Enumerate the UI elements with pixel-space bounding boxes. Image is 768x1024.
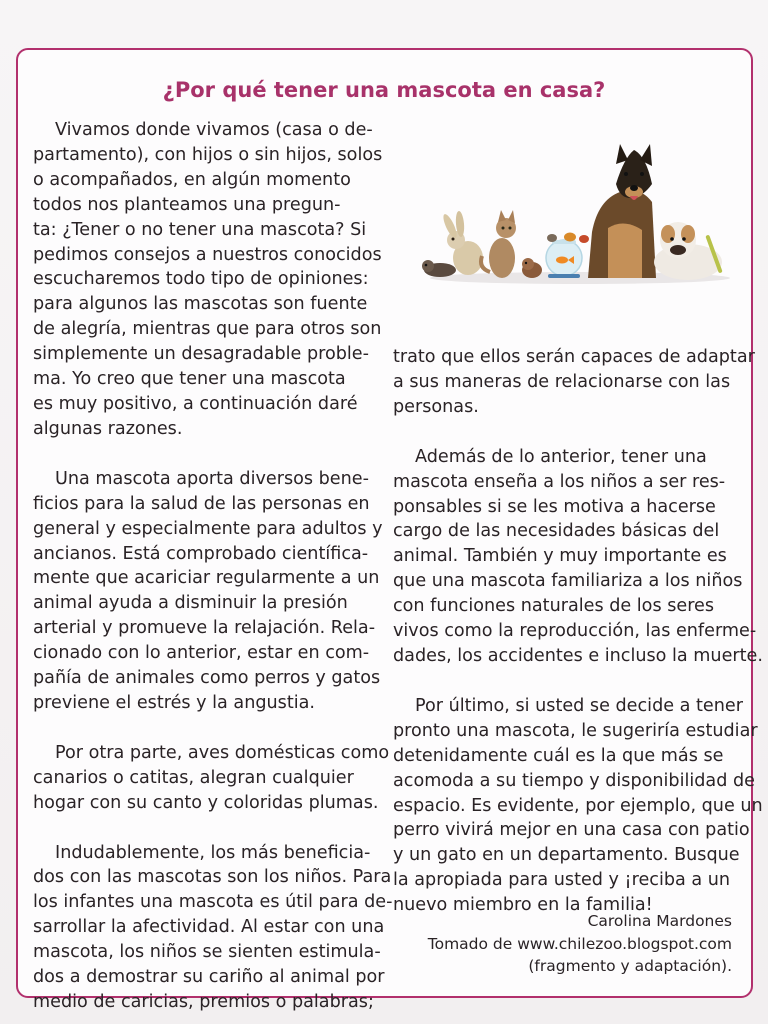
text-line: cionado con lo anterior, estar en com- [33, 643, 370, 664]
text-line: ficios para la salud de las personas en [33, 493, 370, 514]
text-line: para algunos las mascotas son fuente [33, 294, 368, 315]
paragraph [33, 741, 390, 816]
text-line: espacio. Es evidente, por ejemplo, que un [393, 795, 763, 816]
text-line: pronto una mascota, le sugeriría estudiar [393, 720, 758, 741]
text-line: ancianos. Está comprobado científica- [33, 543, 369, 564]
article-title: ¿Por qué tener una mascota en casa? [162, 78, 606, 102]
text-line: pañía de animales como perros y gatos [33, 668, 381, 689]
text-line: pedimos consejos a nuestros conocidos [33, 244, 382, 265]
text-line: ponsables si se les motiva a hacerse [393, 496, 716, 517]
text-line: y un gato en un departamento. Busque [393, 845, 740, 866]
text-line: todos nos planteamos una pregun- [33, 194, 341, 215]
text-line: con funciones naturales de los seres [393, 596, 715, 617]
text-line: vivos como la reproducción, las enferme- [393, 621, 757, 642]
text-line: personas. [393, 396, 479, 417]
german-shepherd-icon [588, 144, 656, 278]
ferret-icon [422, 260, 456, 277]
text-line: dos a demostrar su cariño al animal por [33, 967, 385, 988]
text-line: o acompañados, en algún momento [33, 169, 351, 190]
paragraph [393, 345, 755, 420]
text-line: a sus maneras de relacionarse con las [393, 371, 731, 392]
text-line: es muy positivo, a continuación daré [33, 393, 358, 414]
text-line: Una mascota aporta diversos bene- [55, 468, 369, 489]
text-line: medio de caricias, premios o palabras; [33, 992, 374, 1012]
text-line: simplemente un desagradable proble- [33, 344, 369, 365]
text-line: acomoda a su tiempo y disponibilidad de [393, 770, 755, 791]
paragraph [33, 841, 393, 1015]
paragraph-gap [393, 669, 738, 694]
text-line: algunas razones. [33, 418, 183, 439]
hamster-icon [522, 258, 542, 278]
text-line: que una mascota familiariza a los niños [393, 571, 743, 592]
text-line: perro vivirá mejor en una casa con patio [393, 820, 750, 841]
text-line: mascota enseña a los niños a ser res- [393, 471, 726, 492]
pets-group-image [420, 140, 730, 290]
paragraph [393, 694, 763, 918]
paragraph [33, 467, 383, 716]
text-line: sarrollar la afectividad. Al estar con una [33, 917, 385, 938]
text-line: general y especialmente para adultos y [33, 518, 383, 539]
text-line: ta: ¿Tener o no tener una mascota? Si [33, 219, 367, 240]
text-line: Indudablemente, los más beneficia- [55, 842, 371, 863]
paragraph-gap [33, 816, 378, 841]
right-column [393, 345, 763, 918]
cat-icon [481, 210, 516, 278]
source-text: Tomado de www.chilezoo.blogspot.com [427, 934, 732, 953]
text-line: mente que acariciar regularmente a un [33, 568, 380, 589]
adaptation-note: (fragmento y adaptación). [528, 957, 732, 975]
text-line: animal ayuda a disminuir la presión [33, 593, 348, 614]
text-line: partamento), con hijos o sin hijos, solos [33, 144, 383, 165]
text-line: previene el estrés y la angustia. [33, 692, 315, 713]
left-column [33, 118, 393, 1015]
text-line: la apropiada para usted y ¡reciba a un [393, 870, 731, 891]
author-name: Carolina Mardones [587, 912, 732, 930]
text-line: de alegría, mientras que para otros son [33, 319, 382, 340]
text-line: canarios o catitas, alegran cualquier [33, 767, 354, 788]
paragraph-gap [33, 442, 378, 467]
text-line: nuevo miembro en la familia! [393, 895, 653, 916]
text-line: ma. Yo creo que tener una mascota [33, 369, 346, 390]
text-line: detenidamente cuál es la que más se [393, 745, 724, 766]
text-line: los infantes una mascota es útil para de- [33, 892, 393, 913]
text-line: cargo de las necesidades básicas del [393, 521, 720, 542]
paragraph-gap [393, 420, 738, 445]
text-line: hogar con su canto y coloridas plumas. [33, 792, 379, 813]
text-line: Por último, si usted se decide a tener [415, 695, 743, 716]
text-line: escucharemos todo tipo de opiniones: [33, 269, 369, 290]
text-line: Además de lo anterior, tener una [415, 446, 707, 467]
text-line: Por otra parte, aves domésticas como [55, 742, 390, 763]
paragraph-gap [33, 716, 378, 741]
text-line: animal. También y muy importante es [393, 546, 727, 567]
text-line: mascota, los niños se sienten estimula- [33, 942, 381, 963]
paragraph [33, 118, 383, 442]
text-line: trato que ellos serán capaces de adaptar [393, 347, 755, 367]
text-line: Vivamos donde vivamos (casa o de- [55, 120, 373, 140]
text-line: dos con las mascotas son los niños. Para [33, 867, 392, 888]
text-line: arterial y promueve la relajación. Rela- [33, 618, 376, 639]
signature [428, 910, 732, 978]
paragraph [393, 445, 763, 669]
text-line: dades, los accidentes e incluso la muerte. [393, 645, 763, 666]
